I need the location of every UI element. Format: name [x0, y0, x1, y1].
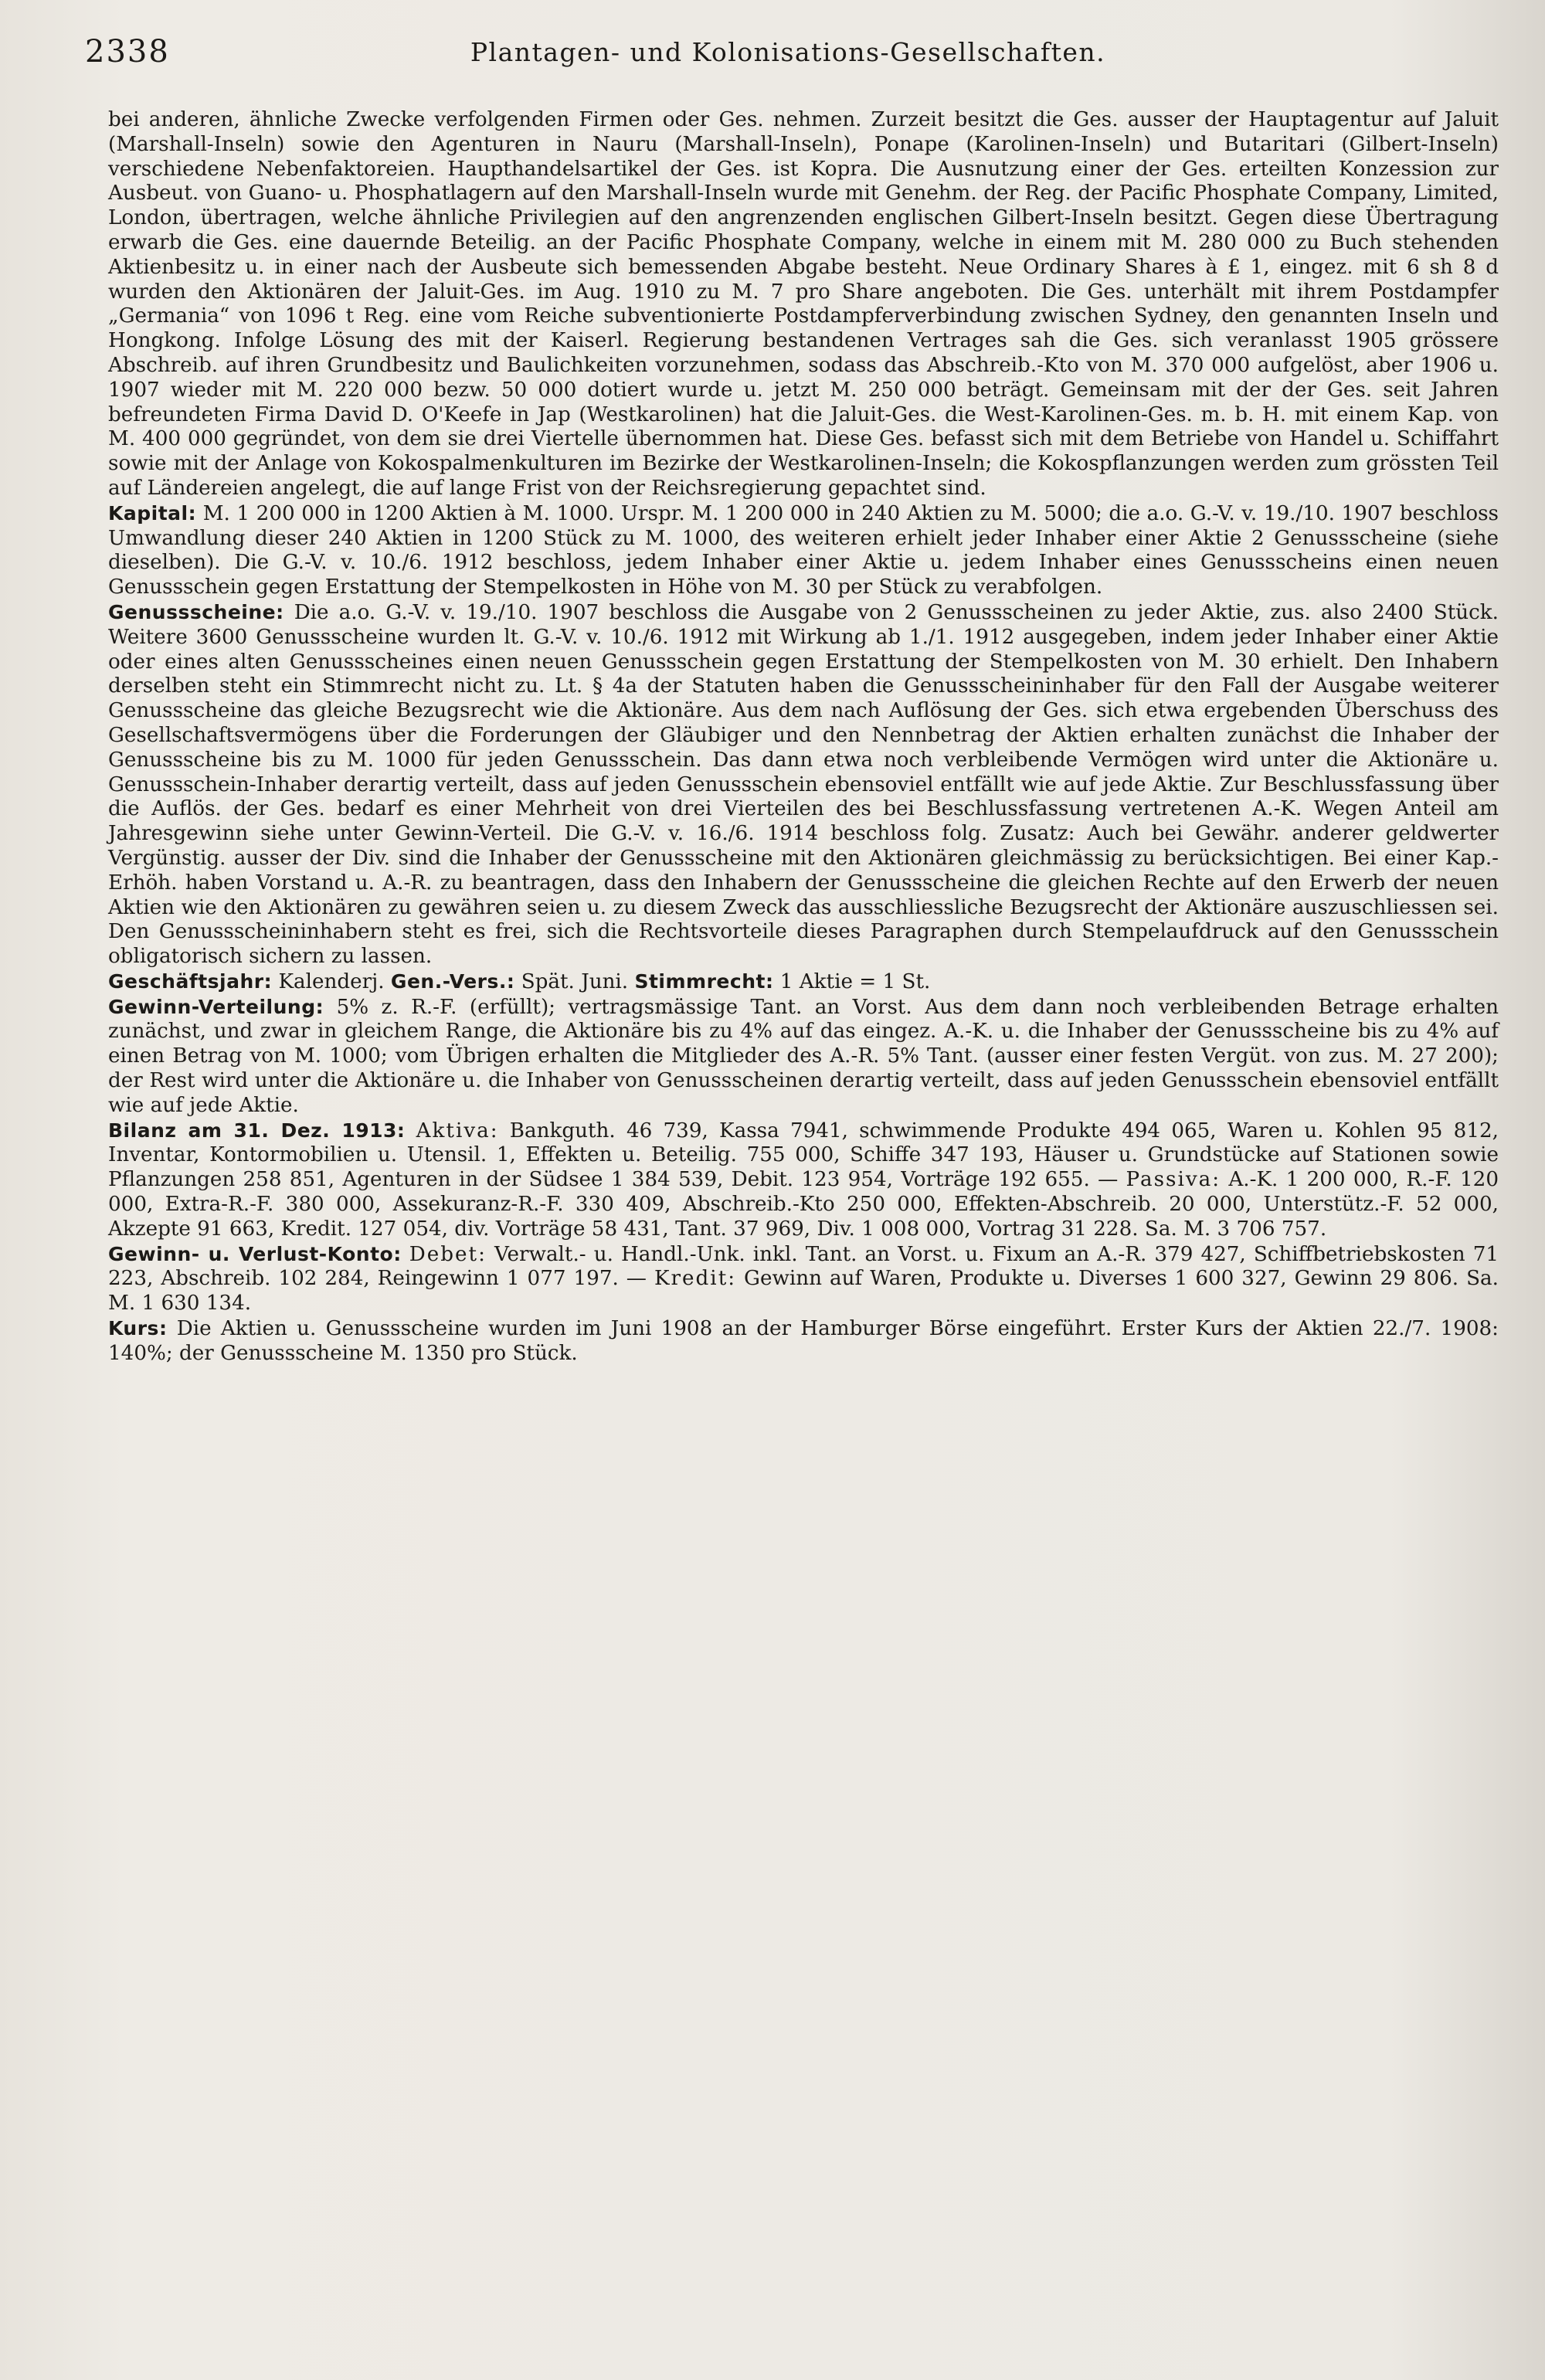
page-number: 2338: [85, 34, 170, 70]
passiva-label: Passiva:: [1126, 1168, 1221, 1192]
aktiva-label: Aktiva:: [416, 1119, 499, 1142]
page-header: [85, 34, 1491, 80]
geschaeftsjahr-label: Geschäftsjahr:: [108, 969, 273, 993]
kapital-label: Kapital:: [108, 501, 197, 525]
genussscheine-label: Genussscheine:: [108, 600, 284, 623]
passiva-text: A.-K. 1 200 000, R.-F. 120 000, Extra-R.-F. 380 000, Assekuranz-R.-F. 330 409, Abschreib.-Kto 250 000, Effekten-Abschreib. 20 000, Unterstütz.-F. 52 000, Akzepte 91 663, Kredit. 127 054, div. Vorträge 58 431, Tant. 37 969, Div. 1 008 000, Vortrag 31 228. Sa. M. 3 706 757.: [108, 1168, 1499, 1241]
bilanz-label: Bilanz am 31. Dez. 1913:: [108, 1119, 406, 1142]
kurs-section: [108, 1316, 1499, 1367]
intro-paragraph: bei anderen, ähnliche Zwecke verfolgenden Firmen oder Ges. nehmen. Zurzeit besitzt die Ges. ausser der Hauptagentur auf Jaluit (Marshall-Inseln) sowie den Agenturen in Nauru (Marshall-Inseln), Ponape (Karolinen-Inseln) und Butaritari (Gilbert-Inseln) verschiedene Nebenfaktoreien. Haupthandelsartikel der Ges. ist Kopra. Die Ausnutzung einer der Ges. erteilten Konzession zur Ausbeut. von Guano- u. Phosphatlagern auf den Marshall-Inseln wurde mit Genehm. der Reg. der Pacific Phosphate Company, Limited, London, übertragen, welche ähnliche Privilegien auf den angrenzenden englischen Gilbert-Inseln besitzt. Gegen diese Übertragung erwarb die Ges. eine dauernde Beteilig. an der Pacific Phosphate Company, welche in einem mit M. 280 000 zu Buch stehenden Aktienbesitz u. in einer nach der Ausbeute sich bemessenden Abgabe besteht. Neue Ordinary Shares à £ 1, eingez. mit 6 sh 8 d wurden den Aktionären der Jaluit-Ges. im Aug. 1910 zu M. 7 pro Share angeboten. Die Ges. unterhält mit ihrem Postdampfer „Germania“ von 1096 t Reg. eine vom Reiche subventionierte Postdampferverbindung zwischen Sydney, den genannten Inseln und Hongkong. Infolge Lösung des mit der Kaiserl. Regierung bestandenen Vertrages sah die Ges. sich veranlasst 1905 grössere Abschreib. auf ihren Grundbesitz und Baulichkeiten vorzunehmen, sodass das Abschreib.-Kto von M. 370 000 aufgelöst, aber 1906 u. 1907 wieder mit M. 220 000 bezw. 50 000 dotiert wurde u. jetzt M. 250 000 beträgt. Gemeinsam mit der der Ges. seit Jahren befreundeten Firma David D. O'Keefe in Jap (Westkarolinen) hat die Jaluit-Ges. die West-Karolinen-Ges. m. b. H. mit einem Kap. von M. 400 000 gegründet, von dem sie drei Viertelle übernommen hat. Diese Ges. befasst sich mit dem Betriebe von Handel u. Schiffahrt sowie mit der Anlage von Kokospalmenkulturen im Bezirke der Westkarolinen-Inseln; die Kokospflanzungen werden zum grössten Teil auf Ländereien angelegt, die auf lange Frist von der Reichsregierung gepachtet sind.: [108, 108, 1499, 500]
kurs-label: Kurs:: [108, 1317, 168, 1340]
gewinn-verteilung-text: 5% z. R.-F. (erfüllt); vertragsmässige Tant. an Vorst. Aus dem dann noch verbleibenden Betrage erhalten zunächst, und zwar in gleichem Range, die Aktionäre bis zu 4% auf das eingez. A.-K. u. die Inhaber der Genussscheine bis zu 4% auf einen Betrag von M. 1000; vom Übrigen erhalten die Mitglieder des A.-R. 5% Tant. (ausser einer festen Vergüt. von zus. M. 27 200); der Rest wird unter die Aktionäre u. die Inhaber von Genussscheinen derartig verteilt, dass auf jeden Genussschein ebensoviel entfällt wie auf jede Aktie.: [108, 995, 1499, 1117]
stimmrecht-text: 1 Aktie = 1 St.: [779, 969, 931, 993]
kurs-text: Die Aktien u. Genussscheine wurden im Juni 1908 an der Hamburger Börse eingeführt. Erster Kurs der Aktien 22./7. 1908: 140%; der Genussscheine M. 1350 pro Stück.: [108, 1317, 1499, 1365]
genussscheine-section: [108, 600, 1499, 969]
gewinn-verteilung-section: [108, 995, 1499, 1119]
running-title: Plantagen- und Kolonisations-Gesellschaften.: [470, 37, 1106, 67]
kapital-section: [108, 501, 1499, 600]
document-body: [108, 108, 1499, 1367]
gen-vers-text: Spät. Juni.: [521, 969, 629, 993]
gewinn-verlust-label: Gewinn- u. Verlust-Konto:: [108, 1242, 402, 1265]
aktiva-text: Bankguth. 46 739, Kassa 7941, schwimmende Produkte 494 065, Waren u. Kohlen 95 812, Inventar, Kontormobilien u. Utensil. 1, Effekten u. Beteilig. 755 000, Schiffe 347 193, Häuser u. Grundstücke auf Stationen sowie Pflanzungen 258 851, Agenturen in der Südsee 1 384 539, Debit. 123 954, Vorträge 192 655. —: [108, 1119, 1499, 1192]
debet-text: Verwalt.- u. Handl.-Unk. inkl. Tant. an Vorst. u. Fixum an A.-R. 379 427, Schiffbetriebskosten 71 223, Abschreib. 102 284, Reingewinn 1 077 197. —: [108, 1242, 1499, 1291]
bilanz-section: [108, 1119, 1499, 1242]
kredit-text: Gewinn auf Waren, Produkte u. Diverses 1 600 327, Gewinn 29 806. Sa. M. 1 630 134.: [108, 1267, 1499, 1316]
gen-vers-label: Gen.-Vers.:: [390, 969, 515, 993]
gewinn-verteilung-label: Gewinn-Verteilung:: [108, 995, 324, 1018]
stimmrecht-label: Stimmrecht:: [634, 969, 774, 993]
gewinn-verlust-section: [108, 1242, 1499, 1316]
debet-label: Debet:: [409, 1242, 487, 1266]
kredit-label: Kredit:: [654, 1267, 737, 1291]
kapital-text: M. 1 200 000 in 1200 Aktien à M. 1000. Urspr. M. 1 200 000 in 240 Aktien zu M. 5000; die a.o. G.-V. v. 19./10. 1907 beschloss Umwandlung dieser 240 Aktien in 1200 Stück zu M. 1000, des weiteren erhielt jeder Inhaber einer Aktie 2 Genussscheine (siehe dieselben). Die G.-V. v. 10./6. 1912 beschloss, jedem Inhaber einer Aktie u. jedem Inhaber eines Genussscheins einen neuen Genussschein gegen Erstattung der Stempelkosten in Höhe von M. 30 per Stück zu verabfolgen.: [108, 501, 1499, 599]
geschaeftsjahr-text: Kalenderj.: [278, 969, 385, 993]
geschaeftsjahr-section: [108, 969, 1499, 995]
genussscheine-text: Die a.o. G.-V. v. 19./10. 1907 beschloss die Ausgabe von 2 Genussscheinen zu jeder Aktie, zus. also 2400 Stück. Weitere 3600 Genussscheine wurden lt. G.-V. v. 10./6. 1912 mit Wirkung ab 1./1. 1912 ausgegeben, indem jeder Inhaber einer Aktie oder eines alten Genussscheines einen neuen Genussschein gegen Erstattung der Stempelkosten von M. 30 erhielt. Den Inhabern derselben steht ein Stimmrecht nicht zu. Lt. § 4a der Statuten haben die Genussscheininhaber für den Fall der Ausgabe weiterer Genussscheine das gleiche Bezugsrecht wie die Aktionäre. Aus dem nach Auflösung der Ges. sich etwa ergebenden Überschuss des Gesellschaftsvermögens über die Forderungen der Gläubiger und den Nennbetrag der Aktien erhalten zunächst die Inhaber der Genussscheine bis zu M. 1000 für jeden Genussschein. Das dann etwa noch verbleibende Vermögen wird unter die Aktionäre u. Genussschein-Inhaber derartig verteilt, dass auf jeden Genussschein ebensoviel entfällt wie auf jede Aktie. Zur Beschlussfassung über die Auflös. der Ges. bedarf es einer Mehrheit von drei Vierteilen des bei Beschlussfassung vertretenen A.-K. Wegen Anteil am Jahresgewinn siehe unter Gewinn-Verteil. Die G.-V. v. 16./6. 1914 beschloss folg. Zusatz: Auch bei Gewähr. anderer geldwerter Vergünstig. ausser der Div. sind die Inhaber der Genussscheine mit den Aktionären gleichmässig zu berücksichtigen. Bei einer Kap.-Erhöh. haben Vorstand u. A.-R. zu beantragen, dass den Inhabern der Genussscheine die gleichen Rechte auf den Erwerb der neuen Aktien wie den Aktionären zu gewähren seien u. zu diesem Zweck das ausschliessliche Bezugsrecht der Aktionäre auszuschliessen sei. Den Genussscheininhabern steht es frei, sich die Rechtsvorteile dieses Paragraphen durch Stempelaufdruck auf den Genussschein obligatorisch sichern zu lassen.: [108, 600, 1499, 969]
